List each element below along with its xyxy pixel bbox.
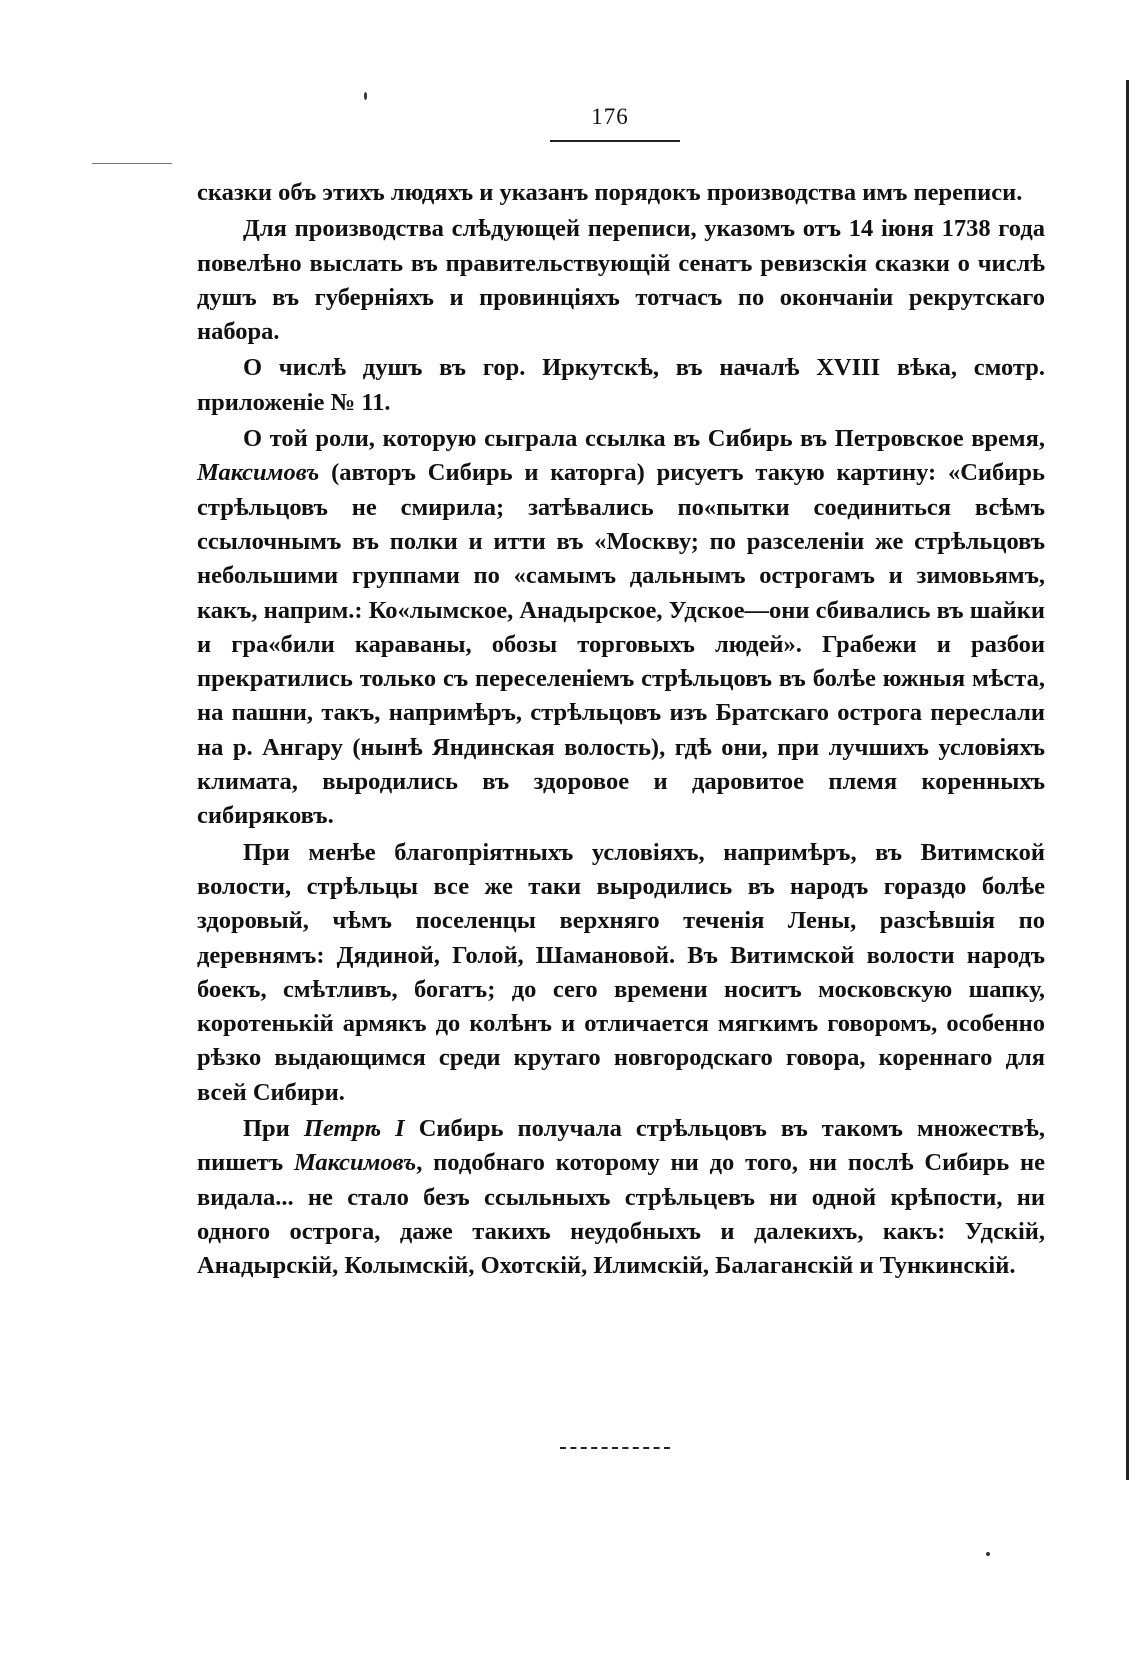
text-span: О той роли, которую сыграла ссылка въ Сибирь въ Петровское время, [243, 425, 1045, 453]
paragraph-census-decree: Для производства слѣдующей переписи, указомъ отъ 14 іюня 1738 года повелѣно выслать въ правительствующій сенатъ ревизскія сказки о числѣ душъ въ губерніяхъ и провинціяхъ тотчасъ по окончаніи рекрутскаго набора. [197, 215, 1045, 346]
page-edge-shadow [1126, 80, 1129, 1480]
paragraph-continuation: сказки объ этихъ людяхъ и указанъ порядокъ производства имъ переписи. [197, 179, 1023, 206]
end-rule [560, 1447, 670, 1449]
scan-speck [986, 1552, 990, 1556]
scan-mark [92, 163, 172, 164]
text-span: , подобнаго которому ни до того, ни послѣ Сибирь не видала... не стало безъ ссыльныхъ стрѣльцевъ ни одной крѣпости, ни одного острога, даже такихъ неудобныхъ и далекихъ, какъ: Удскій, Анадырскій, Колымскій, Охотскій, Илимскій, Балаганскій и Тункинскій. [197, 1149, 1045, 1280]
text-span: Сибирь получала стрѣльцовъ въ такомъ множествѣ, пишетъ [197, 1115, 1045, 1177]
text-span: При [243, 1115, 304, 1143]
page-number: 176 [591, 104, 629, 129]
author-name: Максимовъ [293, 1149, 417, 1177]
text-span: (авторъ Сибирь и каторга) рисуетъ такую картину: «Сибирь стрѣльцовъ не смирила; затѣвались по«пытки соединиться всѣмъ ссылочнымъ въ полки и итти въ «Москву; по разселеніи же стрѣльцовъ небольшими группами по «самымъ дальнымъ острогамъ и зимовьямъ, какъ, наприм.: Ко«лымское, Анадырское, Удское—они сбивались въ шайки и гра«били караваны, обозы торговыхъ людей». Грабежи и разбои прекратились только съ переселеніемъ стрѣльцовъ въ болѣе южныя мѣста, на пашни, такъ, напримѣръ, стрѣльцовъ изъ Братскаго острога переслали на р. Ангару (нынѣ Яндинская волость), гдѣ они, при лучшихъ условіяхъ климата, выродились въ здоровое и даровитое племя коренныхъ сибиряковъ. [197, 459, 1045, 830]
paragraph-peter-i [197, 1112, 1045, 1283]
header-rule [550, 140, 680, 142]
author-name: Максимовъ [197, 459, 320, 487]
paragraph-vitim-volost: При менѣе благопріятныхъ условіяхъ, напримѣръ, въ Витимской волости, стрѣльцы все же таки выродились въ народъ гораздо болѣе здоровый, чѣмъ поселенцы верхняго теченія Лены, разсѣвшія по деревнямъ: Дядиной, Голой, Шамановой. Въ Витимской волости народъ боекъ, смѣтливъ, богатъ; до сего времени носитъ московскую шапку, коротенькій армякъ до колѣнъ и отличается мягкимъ говоромъ, особенно рѣзко выдающимся среди крутаго новгородскаго говора, кореннаго для всей Сибири. [197, 838, 1045, 1106]
tsar-name: Петрѣ I [303, 1115, 405, 1143]
scan-speck [364, 92, 367, 100]
paragraph-irkutsk-souls: О числѣ душъ въ гор. Иркутскѣ, въ началѣ XVIII вѣка, смотр. приложеніе № 11. [197, 354, 1045, 416]
page-body [197, 176, 1045, 1286]
paragraph-exile-role [197, 422, 1045, 834]
